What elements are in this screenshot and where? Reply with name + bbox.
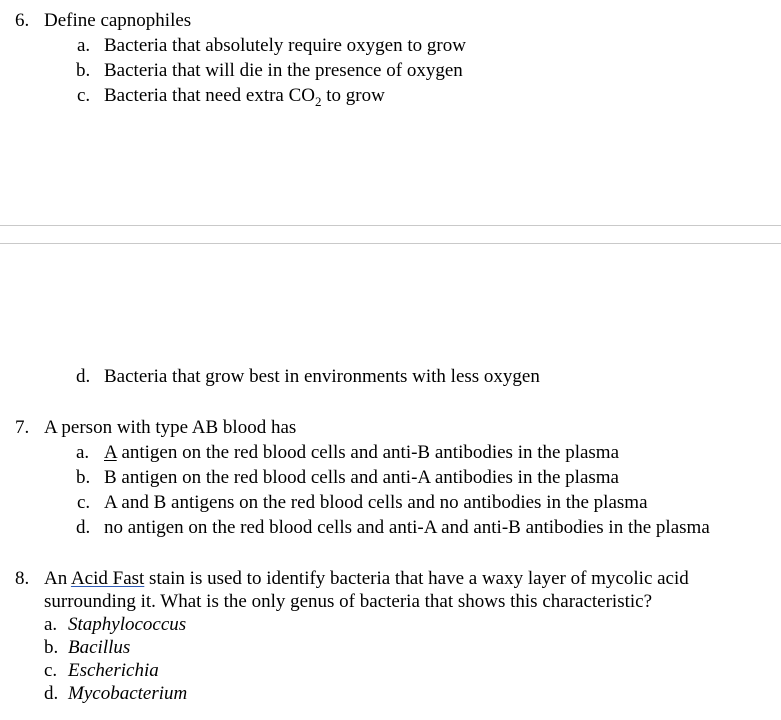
option-text: Bacteria that grow best in environments with less oxygen <box>104 366 540 387</box>
option-text: Staphylococcus <box>68 614 187 635</box>
option-letter: d. <box>44 683 59 704</box>
option-text: A and B antigens on the red blood cells and no antibodies in the plasma <box>104 492 648 513</box>
underlined-word: A <box>104 442 117 463</box>
option-text: A antigen on the red blood cells and anti-B antibodies in the plasma <box>104 442 620 463</box>
option-text: Bacillus <box>68 637 131 658</box>
option-letter: b. <box>44 637 59 658</box>
option-letter: c. <box>77 492 91 513</box>
question-text: An Acid Fast stain is used to identify bacteria that have a waxy layer of mycolic acid <box>44 568 689 589</box>
option-letter: a. <box>44 614 58 635</box>
option-letter: c. <box>44 660 58 681</box>
option-text: Escherichia <box>68 660 159 681</box>
option-text: no antigen on the red blood cells and anti-A and anti-B antibodies in the plasma <box>104 517 710 538</box>
page-break-line-bottom <box>0 243 781 244</box>
option-text: Bacteria that absolutely require oxygen to grow <box>104 35 466 56</box>
question-text: Define capnophiles <box>44 10 192 31</box>
option-letter: d. <box>76 366 91 387</box>
option-letter: b. <box>76 60 91 81</box>
option-text: B antigen on the red blood cells and anti-A antibodies in the plasma <box>104 467 619 488</box>
option-text: Bacteria that need extra $CO_2$ to grow <box>104 85 385 109</box>
question-text-line-2: surrounding it. What is the only genus of bacteria that shows this characteristic? <box>44 591 653 612</box>
option-letter: c. <box>77 85 91 106</box>
page-break-line-top <box>0 225 781 226</box>
question-number: 8. <box>15 568 30 589</box>
option-letter: d. <box>76 517 91 538</box>
question-text: A person with type AB blood has <box>44 417 297 438</box>
subscript: 2 <box>315 93 322 109</box>
acid-fast-term: Acid Fast <box>70 568 145 589</box>
question-number: 6. <box>15 10 30 31</box>
option-text: Mycobacterium <box>68 683 188 704</box>
question-number: 7. <box>15 417 30 438</box>
option-text: Bacteria that will die in the presence of oxygen <box>104 60 463 81</box>
option-letter: a. <box>76 442 90 463</box>
option-letter: b. <box>76 467 91 488</box>
option-letter: a. <box>77 35 91 56</box>
